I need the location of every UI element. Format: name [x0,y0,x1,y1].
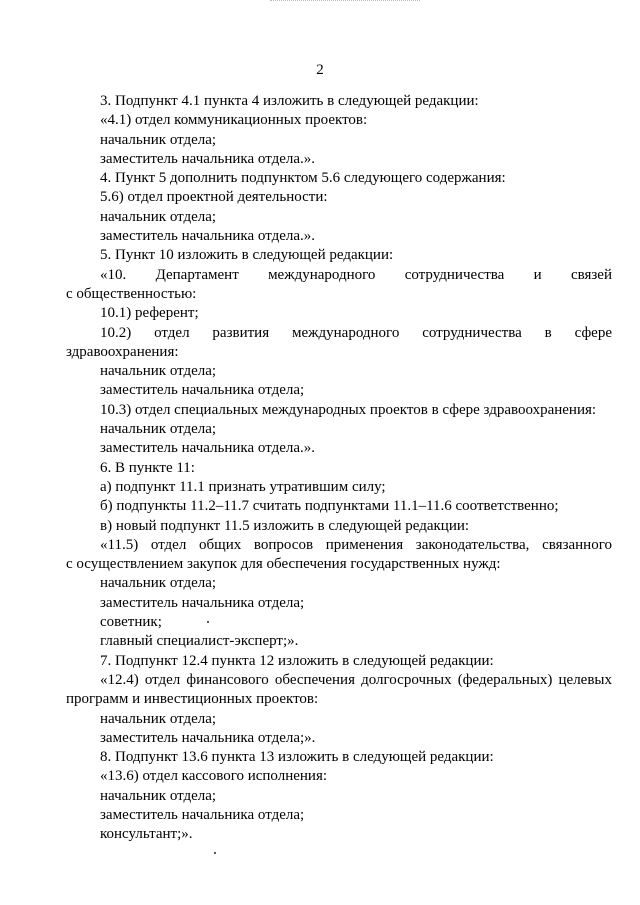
line-item-18: начальник отдела; [100,421,217,438]
line-item-19: заместитель начальника отдела.». [100,440,315,457]
line-item-8: заместитель начальника отдела.». [100,228,315,245]
line-item-10: «10. Департамент международного сотрудничества и связей [100,266,612,283]
line-item-25: с осуществлением закупок для обеспечения государственных нужд: [66,556,501,573]
line-item-6: 5.6) отдел проектной деятельности: [100,189,328,206]
line-item-2: «4.1) отдел коммуникационных проектов: [100,112,368,129]
line-item-33: начальник отдела; [100,710,217,727]
line-item-12: 10.1) референт; [100,305,199,322]
line-item-1: 3. Подпункт 4.1 пункта 4 изложить в следующей редакции: [100,93,479,109]
line-item-28: советник; [100,614,162,631]
line-item-20: 6. В пункте 11: [100,459,195,476]
line-item-35: 8. Подпункт 13.6 пункта 13 изложить в следующей редакции: [100,749,494,766]
line-item-16: заместитель начальника отдела; [100,382,305,399]
scan-speck [207,621,209,623]
scan-artifact-line [270,0,420,2]
line-item-32: программ и инвестиционных проектов: [66,691,319,708]
line-item-3: начальник отдела; [100,131,217,148]
line-item-34: заместитель начальника отдела;». [100,729,316,746]
line-item-36: «13.6) отдел кассового исполнения: [100,768,328,785]
line-item-29: главный специалист-эксперт;». [100,633,299,650]
line-item-11: с общественностью: [66,285,197,302]
line-item-30: 7. Подпункт 12.4 пункта 12 изложить в следующей редакции: [100,652,494,669]
page-number: 2 [316,62,324,78]
line-item-31: «12.4) отдел финансового обеспечения долгосрочных (федеральных) целевых [100,671,612,688]
line-item-17: 10.3) отдел специальных международных проектов в сфере здравоохранения: [100,401,597,418]
line-item-15: начальник отдела; [100,363,217,380]
document-body [66,92,612,845]
line-item-37: начальник отдела; [100,787,217,804]
line-item-38: заместитель начальника отдела; [100,806,305,823]
line-item-9: 5. Пункт 10 изложить в следующей редакции: [100,247,394,264]
line-item-13: 10.2) отдел развития международного сотрудничества в сфере [100,324,612,341]
line-item-22: б) подпункты 11.2–11.7 считать подпунктами 11.1–11.6 соответственно; [100,498,559,515]
line-item-7: начальник отдела; [100,208,217,225]
line-item-4: заместитель начальника отдела.». [100,150,315,167]
line-item-27: заместитель начальника отдела; [100,594,305,611]
line-item-21: а) подпункт 11.1 признать утратившим силу; [100,478,386,495]
line-item-24: «11.5) отдел общих вопросов применения законодательства, связанного [100,536,612,553]
line-item-5: 4. Пункт 5 дополнить подпунктом 5.6 следующего содержания: [100,170,506,187]
line-item-14: здравоохранения: [66,343,179,360]
scan-speck [214,852,216,854]
line-item-39: консультант;». [100,826,193,843]
line-item-26: начальник отдела; [100,575,217,592]
line-item-23: в) новый подпункт 11.5 изложить в следующей редакции: [100,517,470,534]
